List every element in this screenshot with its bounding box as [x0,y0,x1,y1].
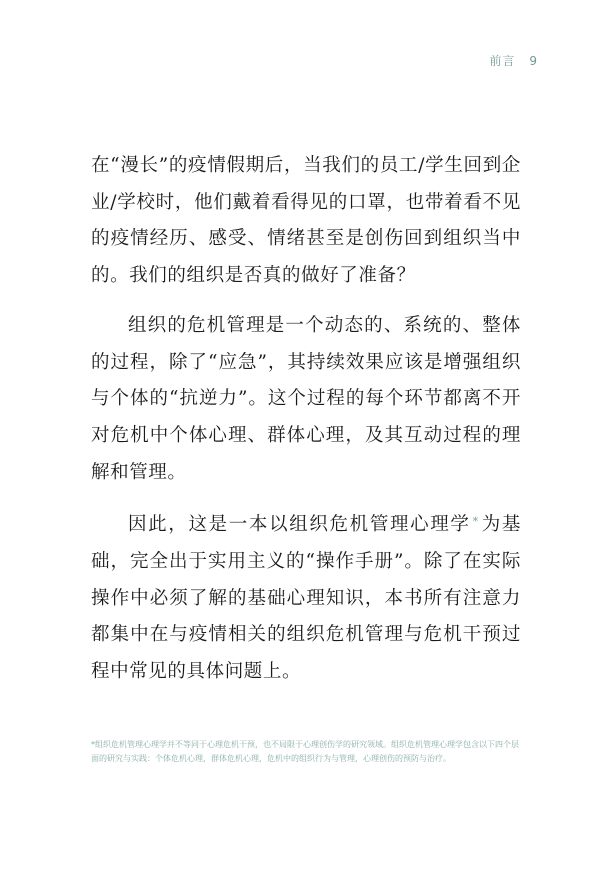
paragraph-text: 因此，这是一本以组织危机管理心理学 [128,514,471,536]
body-paragraph: 组织的危机管理是一个动态的、系统的、整体的过程，除了“应急”，其持续效果应该是增强组织与个体的“抗逆力”。这个过程的每个环节都离不开对危机中个体心理、群体心理，及其互动过程的理解和管理。 [91,314,521,483]
page-number: 9 [529,54,538,68]
paragraph-text: 为基础，完全出于实用主义的“操作手册”。除了在实际操作中必须了解的基础心理知识，本书所有注意力都集中在与疫情相关的组织危机管理与危机干预过程中常见的具体问题上。 [91,514,522,683]
running-head [489,52,538,69]
body-paragraph [91,504,521,691]
main-body-text [91,148,521,691]
section-title: 前言 [489,54,516,68]
footnote: *组织危机管理心理学并不等同于心理危机干预，也不局限于心理创伤学的研究领域。组织危机管理心理学包含以下四个层面的研究与实践：个体危机心理，群体危机心理，危机中的组织行为与管理，心理创伤的预防与治疗。 [91,740,519,763]
footnote-marker: * [472,515,479,529]
body-paragraph: 在“漫长”的疫情假期后，当我们的员工/学生回到企业/学校时，他们戴着看得见的口罩，也带着看不见的疫情经历、感受、情绪甚至是创伤回到组织当中的。我们的组织是否真的做好了准备？ [91,155,521,287]
